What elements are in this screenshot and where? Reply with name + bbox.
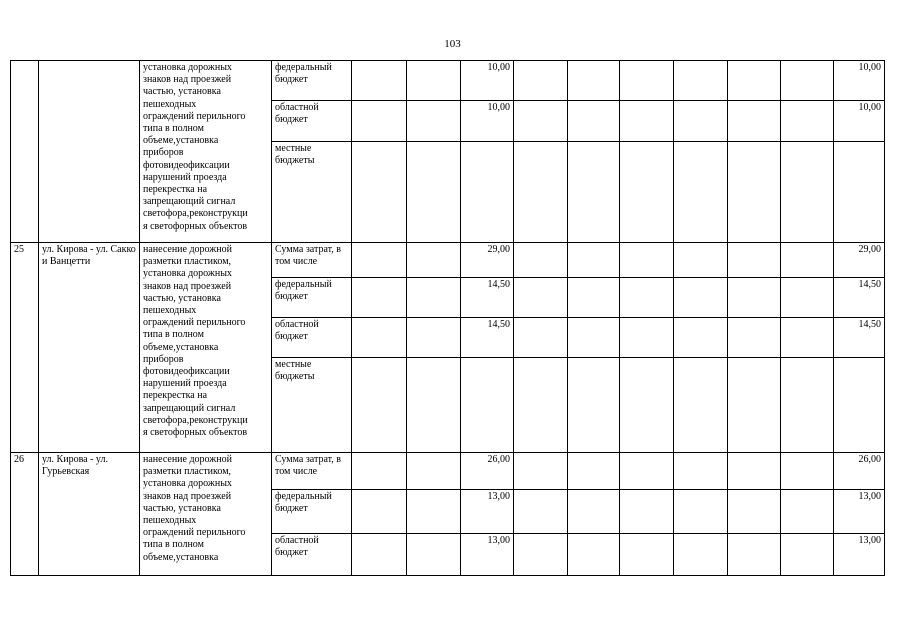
funding-source-label: Сумма затрат, в том числе [272,243,352,278]
funding-source-label: областной бюджет [272,101,352,142]
final-cost-cell: 13,00 [834,534,885,576]
final-cost-cell [834,358,885,453]
total-cost-cell: 10,00 [461,61,514,101]
funding-source-label: областной бюджет [272,534,352,576]
total-cost-cell: 29,00 [461,243,514,278]
table-row [11,243,885,278]
funding-source-label: Сумма затрат, в том числе [272,453,352,490]
final-cost-cell: 13,00 [834,490,885,534]
funding-source-label: федеральный бюджет [272,490,352,534]
final-cost-cell: 10,00 [834,61,885,101]
total-cost-cell [461,358,514,453]
funding-source-label: федеральный бюджет [272,61,352,101]
address-cell: ул. Кирова - ул. Сакко и Ванцетти [39,243,140,453]
table-row [11,61,885,101]
total-cost-cell: 13,00 [461,534,514,576]
table-row [11,453,885,490]
funding-source-label: областной бюджет [272,318,352,358]
row-number: 25 [11,243,39,453]
final-cost-cell: 10,00 [834,101,885,142]
funding-source-label: федеральный бюджет [272,278,352,318]
funding-source-label: местные бюджеты [272,142,352,243]
final-cost-cell: 29,00 [834,243,885,278]
final-cost-cell: 14,50 [834,278,885,318]
row-number [11,61,39,243]
total-cost-cell: 13,00 [461,490,514,534]
description-cell: установка дорожных знаков над проезжей частью, установка пешеходных ограждений перильного типа в полном объеме,установка приборов фотовидеофиксации нарушений проезда перекрестка на запрещающий сигнал светофора,реконструкци я светофорных объектов [140,61,272,243]
budget-table [10,60,885,576]
page-number: 103 [444,38,461,50]
address-cell [39,61,140,243]
final-cost-cell [834,142,885,243]
total-cost-cell: 14,50 [461,278,514,318]
row-number: 26 [11,453,39,576]
total-cost-cell: 10,00 [461,101,514,142]
final-cost-cell: 26,00 [834,453,885,490]
description-cell: нанесение дорожной разметки пластиком, установка дорожных знаков над проезжей частью, установка пешеходных ограждений перильного типа в полном объеме,установка [140,453,272,576]
total-cost-cell: 14,50 [461,318,514,358]
address-cell: ул. Кирова - ул. Гурьевская [39,453,140,576]
description-cell: нанесение дорожной разметки пластиком, установка дорожных знаков над проезжей частью, установка пешеходных ограждений перильного типа в полном объеме,установка приборов фотовидеофиксации нарушений проезда перекрестка на запрещающий сигнал светофора,реконструкци я светофорных объектов [140,243,272,453]
final-cost-cell: 14,50 [834,318,885,358]
total-cost-cell [461,142,514,243]
funding-source-label: местные бюджеты [272,358,352,453]
total-cost-cell: 26,00 [461,453,514,490]
